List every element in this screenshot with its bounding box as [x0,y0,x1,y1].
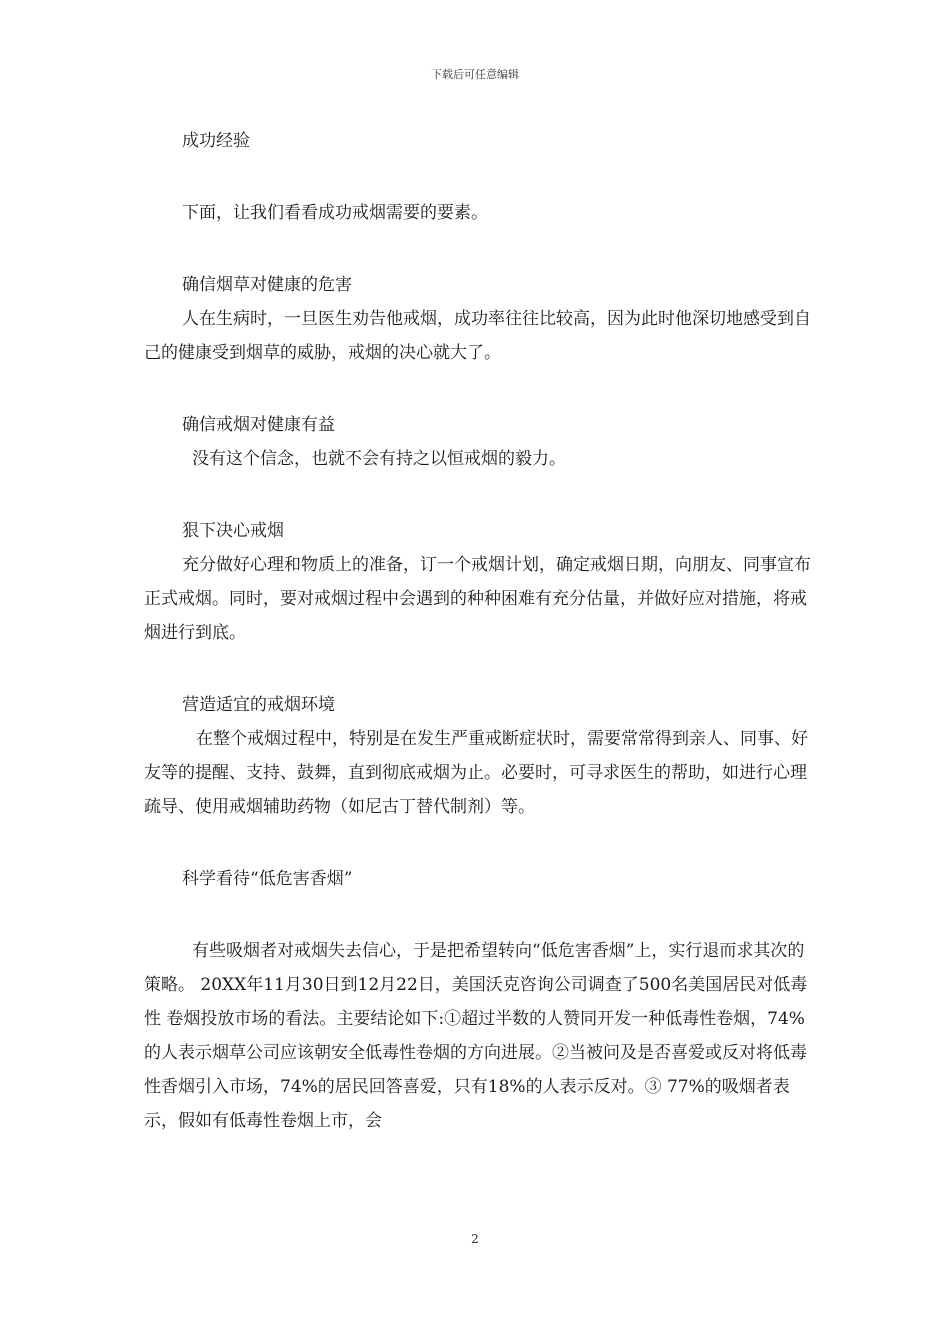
section-heading-harm: 确信烟草对健康的危害 [182,275,352,295]
page-number: 2 [471,1232,479,1246]
paragraph-resolve: 充分做好心理和物质上的准备，订一个戒烟计划，确定戒烟日期，向朋友、同事宣布正式戒烟。同时，要对戒烟过程中会遇到的种种困难有充分估量，并做好应对措施，将戒烟进行到底。 [144,555,811,643]
section-heading-success: 成功经验 [182,131,250,151]
paragraph-harm: 人在生病时，一旦医生劝告他戒烟，成功率往往比较高，因为此时他深切地感受到自己的健康受到烟草的威胁，戒烟的决心就大了。 [144,309,811,363]
paragraph-low-harm: 有些吸烟者对戒烟失去信心，于是把希望转向“低危害香烟”上，实行退而求其次的策略。 20XX年11月30日到12月22日，美国沃克咨询公司调查了500名美国居民对低毒性 卷烟投放市场的看法。主要结论如下:①超过半数的人赞同开发一种低毒性卷烟，74%的人表示烟草公司应该朝安全低毒性卷烟的方向进展。②当被问及是否喜爱或反对将低毒性香烟引入市场，74%的居民回答喜爱，只有18%的人表示反对。③ 77%的吸烟者表示，假如有低毒性卷烟上市，会 [144,941,808,1131]
section-heading-environment: 营造适宜的戒烟环境 [182,695,335,715]
paragraph-benefit: 没有这个信念，也就不会有持之以恒戒烟的毅力。 [192,449,566,469]
page-header: 下载后可任意编辑 [431,68,519,81]
section-heading-resolve: 狠下决心戒烟 [182,521,284,541]
section-heading-benefit: 确信戒烟对健康有益 [182,415,335,435]
paragraph-environment: 在整个戒烟过程中，特别是在发生严重戒断症状时，需要常常得到亲人、同事、好友等的提醒、支持、鼓舞，直到彻底戒烟为止。必要时，可寻求医生的帮助，如进行心理疏导、使用戒烟辅助药物（如尼古丁替代制剂）等。 [144,729,808,817]
intro-paragraph: 下面，让我们看看成功戒烟需要的要素。 [182,203,488,223]
section-heading-low-harm: 科学看待“低危害香烟” [182,869,353,889]
document-body [144,124,814,1138]
